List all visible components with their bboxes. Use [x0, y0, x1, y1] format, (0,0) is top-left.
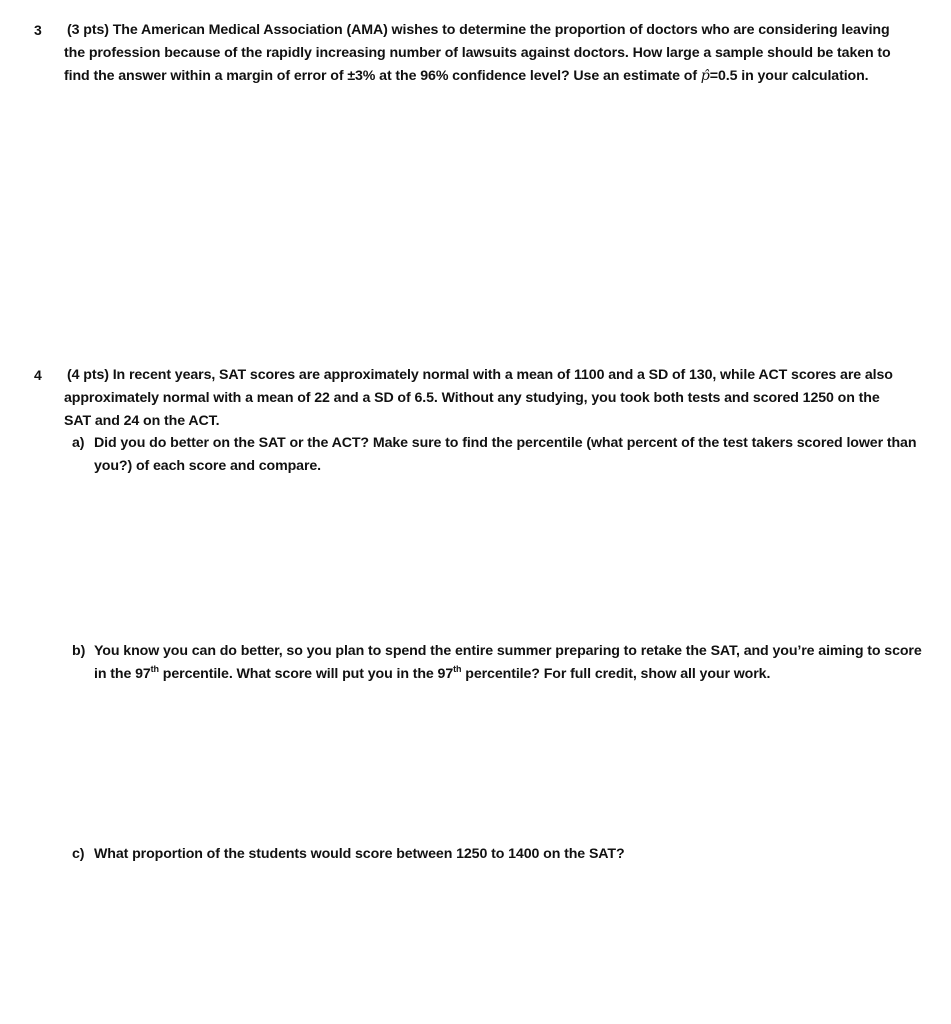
part-text: percentile. What score will put you in the 97: [158, 666, 454, 682]
superscript: th: [453, 664, 462, 674]
part-label: b): [72, 643, 86, 659]
part-label: a): [72, 435, 85, 451]
superscript: th: [150, 664, 159, 674]
margin-of-error: ±3%: [347, 68, 376, 84]
part-label: c): [72, 846, 85, 862]
question-text: [64, 19, 904, 88]
question-text-part: =0.5 in your calculation.: [709, 68, 869, 84]
question-4-part-b: [72, 640, 924, 686]
question-4-part-c: [72, 843, 924, 866]
question-text: (4 pts) In recent years, SAT scores are approximately normal with a mean of 1100 and a SD of 130, while ACT scores are also approximately normal with a mean of 22 and a SD of 6.5. Without any studying, you took both tests and scored 1250 on the SAT and 24 on the ACT.: [64, 367, 893, 429]
question-number: 3: [34, 22, 42, 38]
part-text: What proportion of the students would score between 1250 to 1400 on the SAT?: [94, 846, 625, 862]
part-text: Did you do better on the SAT or the ACT? Make sure to find the percentile (what percent of the test takers scored lower than you?) of each score and compare.: [94, 435, 917, 474]
question-number: 4: [34, 367, 42, 383]
part-text: You know you can do better, so you plan to spend the entire summer preparing to retake the SAT, and you’re aiming to score in the 97: [94, 643, 922, 682]
part-text: percentile? For full credit, show all your work.: [461, 666, 771, 682]
question-text-part: (3 pts) The American Medical Association (AMA) wishes to determine the proportion of doctors who are considering leaving the profession because of the rapidly increasing number of lawsuits against doctors. How large a sample should be taken to find the answer within a margin of error of: [64, 22, 891, 84]
question-4-part-a: [72, 432, 924, 478]
question-text-part: at the 96% confidence level? Use an estimate of: [375, 68, 701, 84]
p-hat-symbol: p̂: [700, 68, 710, 84]
